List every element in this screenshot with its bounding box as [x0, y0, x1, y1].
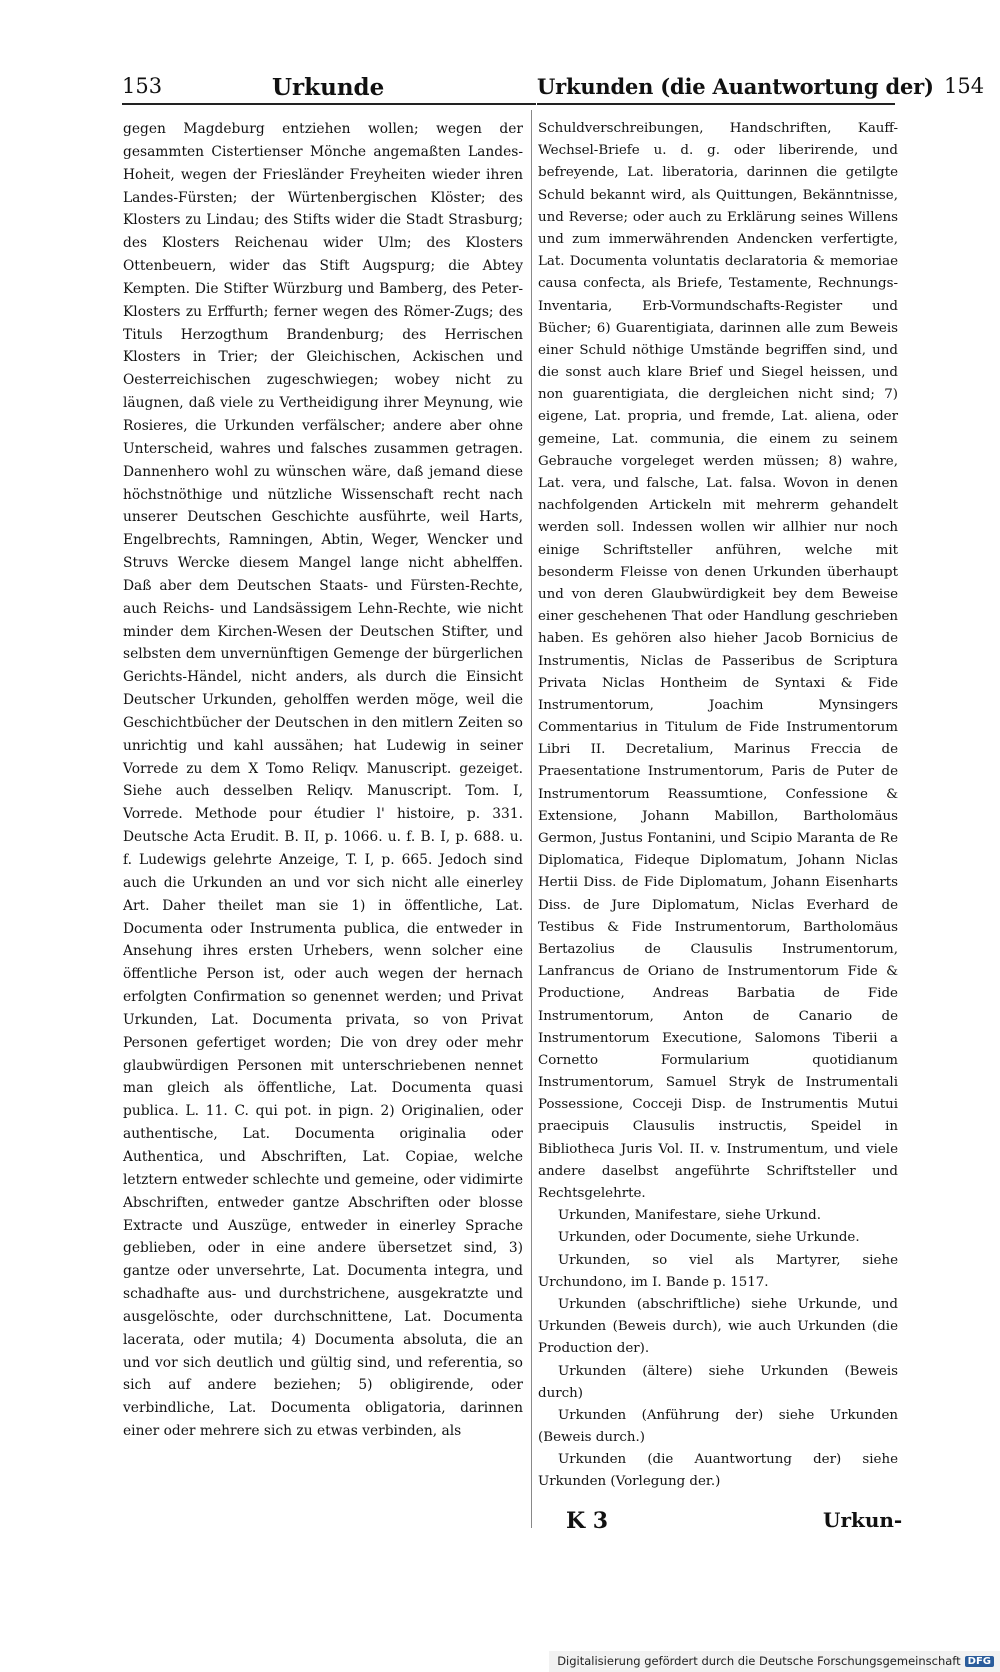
left-text-column	[123, 118, 523, 1443]
left-running-head: Urkunde	[272, 74, 385, 101]
header-rule-left	[122, 103, 536, 105]
dictionary-entry: Urkunden (abschriftliche) siehe Urkunde, und Urkunden (Beweis durch), wie auch Urkunden (die Production der).	[538, 1296, 898, 1357]
dictionary-entry: Urkunden (Anführung der) siehe Urkunden (Beweis durch.)	[538, 1407, 898, 1446]
dictionary-entry: Urkunden, Manifestare, siehe Urkund.	[558, 1208, 822, 1224]
right-text-column	[538, 118, 898, 1494]
credit-text: Digitalisierung gefördert durch die Deutsche Forschungsgemeinschaft	[557, 1654, 961, 1668]
dfg-logo-icon: DFG	[965, 1656, 994, 1667]
signature-mark: K 3	[566, 1508, 609, 1534]
dictionary-entry: Urkunden, so viel als Martyrer, siehe Urchundono, im I. Bande p. 1517.	[538, 1252, 898, 1290]
header-rule-right	[537, 103, 895, 105]
right-paragraph-continuation: Schuldverschreibungen, Handschriften, Kauff-Wechsel-Briefe u. d. g. oder liberirende, und befreyende, Lat. liberatoria, darinnen die getilgte Schuld bekannt wird, als Quittungen, Bekänntnisse, und Reverse; oder auch zu Erklärung seines Willens und zum immerwährenden Andencken verfertigte, Lat. Documenta voluntatis declaratoria & memoriae causa confecta, als Briefe, Testamente, Rechnungs-Inventaria, Erb-Vormundschafts-Register und Bücher; 6) Guarentigiata, darinnen alle zum Beweis einer Schuld nöthige Umstände begriffen sind, und die sonst auch klare Brief und Siegel heissen, und non guarentigiata, die dergleichen nicht sind; 7) eigene, Lat. propria, und fremde, Lat. aliena, oder gemeine, Lat. communia, die einem zu seinem Gebrauche vorgeleget werden müssen; 8) wahre, Lat. vera, und falsche, Lat. falsa. Wovon in denen nachfolgenden Artickeln mit mehrerm gehandelt werden soll. Indessen wollen wir allhier nur noch einige Schriftsteller anführen, welche mit besonderm Fleisse von denen Urkunden überhaupt und von deren Glaubwürdigkeit bey dem Beweise einer geschehenen That oder Handlung geschrieben haben. Es gehören also hieher Jacob Bornicius de Instrumentis, Niclas de Passeribus de Scriptura Privata Niclas Hontheim de Syntaxi & Fide Instrumentorum, Joachim Mynsingers Commentarius in Titulum de Fide Instrumentorum Libri II. Decretalium, Marinus Freccia de Praesentatione Instrumentorum, Paris de Puter de Instrumentorum Reassumtione, Confessione & Extensione, Johann Mabillon, Bartholomäus Germon, Justus Fontanini, und Scipio Maranta de Re Diplomatica, Fideque Diplomatum, Johann Niclas Hertii Diss. de Fide Diplomatum, Johann Eisenharts Diss. de Jure Diplomatum, Niclas Everhard de Testibus & Fide Instrumentorum, Bartholomäus Bertazolius de Clausulis Instrumentorum, Lanfrancus de Oriano de Instrumentorum Fide & Productione, Andreas Barbatia de Fide Instrumentorum, Anton de Canario de Instrumentorum Executione, Salomons Tiberii a Cornetto Formularium quotidianum Instrumentorum, Samuel Stryk de Instrumentali Possessione, Cocceji Disp. de Instrumentis Mutui praecipuis Clausulis instructis, Speidel in Bibliotheca Juris Vol. II. v. Instrumentum, und viele andere daselbst angeführte Schriftsteller und Rechtsgelehrte.	[538, 121, 898, 1201]
column-divider	[531, 110, 532, 1528]
digitization-credit	[549, 1651, 1000, 1672]
dictionary-entry: Urkunden, oder Documente, siehe Urkunde.	[558, 1230, 860, 1246]
catchword: Urkun-	[823, 1508, 903, 1532]
left-page-number: 153	[122, 74, 163, 98]
dictionary-entry: Urkunden (ältere) siehe Urkunden (Beweis durch)	[538, 1363, 898, 1401]
right-page-number: 154	[944, 74, 985, 98]
dictionary-entry: Urkunden (die Auantwortung der) siehe Urkunden (Vorlegung der.)	[538, 1452, 898, 1490]
right-running-head: Urkunden (die Auantwortung der)	[537, 74, 934, 99]
left-column-text: gegen Magdeburg entziehen wollen; wegen der gesammten Cistertienser Mönche angemaßten Landes-Hoheit, wegen der Friesländer Freyheiten wieder ihren Landes-Fürsten; der Würtenbergischen Klöster; des Klosters zu Lindau; des Stifts wider die Stadt Strasburg; des Klosters Reichenau wider Ulm; des Klosters Ottenbeuern, wider das Stift Augspurg; die Abtey Kempten. Die Stifter Würzburg und Bamberg, des Peter-Klosters zu Erffurth; ferner wegen des Römer-Zugs; des Tituls Herzogthum Brandenburg; des Herrischen Klosters in Trier; der Gleichischen, Ackischen und Oesterreichischen zugeschwiegen; wobey nicht zu läugnen, daß viele zu Vertheidigung ihrer Meynung, wie Rosieres, die Urkunden verfälscher; andere aber ohne Unterscheid, wahres und falsches zusammen getragen. Dannenhero wohl zu wünschen wäre, daß jemand diese höchstnöthige und nützliche Wissenschaft recht nach unserer Deutschen Geschichte ausführte, weil Harts, Engelbrechts, Ramningen, Abtin, Weger, Wencker und Struvs Wercke diesem Mangel lange nicht abhelffen. Daß aber dem Deutschen Staats- und Fürsten-Rechte, auch Reichs- und Landsässigem Lehn-Rechte, wie nicht minder dem Kirchen-Wesen der Deutschen Stifter, und selbsten dem unvernünftigen Gemenge der bürgerlichen Gerichts-Händel, nicht anders, als durch die Einsicht Deutscher Urkunden, geholffen werden möge, weil die Geschichtbücher der Deutschen in den mitlern Zeiten so unrichtig und kahl aussähen; hat Ludewig in seiner Vorrede zu dem X Tomo Reliqv. Manuscript. gezeiget. Siehe auch desselben Reliqv. Manuscript. Tom. I, Vorrede. Methode pour étudier l' histoire, p. 331. Deutsche Acta Erudit. B. II, p. 1066. u. f. B. I, p. 688. u. f. Ludewigs gelehrte Anzeige, T. I, p. 665. Jedoch sind auch die Urkunden an und vor sich nicht alle einerley Art. Daher theilet man sie 1) in öffentliche, Lat. Documenta oder Instrumenta publica, die entweder in Ansehung ihres ersten Urhebers, wenn solcher eine öffentliche Person ist, oder auch wegen der hernach erfolgten Confirmation so genennet werden; und Privat Urkunden, Lat. Documenta privata, so von Privat Personen gefertiget worden; Die von drey oder mehr glaubwürdigen Personen mit unterschriebenen nennet man gleich als öffentliche, Lat. Documenta quasi publica. L. 11. C. qui pot. in pign. 2) Originalien, oder authentische, Lat. Documenta originalia oder Authentica, und Abschriften, Lat. Copiae, welche letztern entweder schlechte und gemeine, oder vidimirte Abschriften, entweder gantze Abschriften oder blosse Extracte und Auszüge, entweder in einerley Sprache geblieben, oder in eine andere übersetzet sind, 3) gantze oder unversehrte, Lat. Documenta integra, und schadhafte aus- und durchstrichene, ausgekratzte und ausgelöschte, oder durchschnittene, Lat. Documenta lacerata, oder mutila; 4) Documenta absoluta, die an und vor sich deutlich und gültig sind, und referentia, so sich auf andere beziehen; 5) obligirende, oder verbindliche, Lat. Documenta obligatoria, darinnen einer oder mehrere sich zu etwas verbinden, als	[123, 121, 523, 1440]
